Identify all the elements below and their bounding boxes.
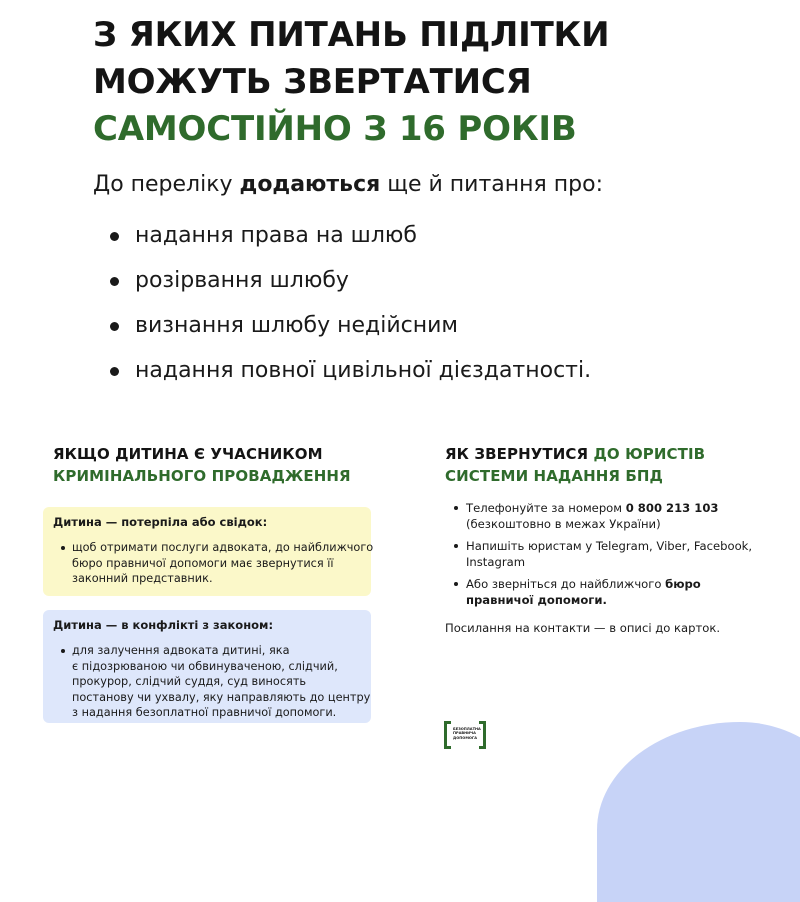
bureau-bold-2: правничої допомоги. <box>466 593 607 607</box>
bullet-dot-icon <box>61 546 65 550</box>
victim-line-2: бюро правничої допомоги має звернутися її <box>72 556 334 570</box>
list-item <box>53 540 374 587</box>
main-topics-list <box>110 219 591 399</box>
victim-card <box>43 507 374 596</box>
victim-line-3: законний представник. <box>72 572 213 585</box>
intro-after: ще й питання про: <box>380 172 603 197</box>
logo-line-3: ДОПОМОГА <box>453 735 478 740</box>
conflict-card <box>43 610 371 723</box>
conflict-line-3: прокурор, слідчий суддя, суд виносять <box>72 675 307 688</box>
list-item-text: надання повної цивільної дієздатності. <box>135 358 592 383</box>
bureau-prefix: Або зверніться до найближчого <box>466 577 666 591</box>
contact-heading <box>445 443 705 487</box>
phone-prefix: Телефонуйте за номером <box>466 501 626 515</box>
messengers-line-1: Напишіть юристам у Telegram, Viber, Facebook, <box>466 539 753 553</box>
conflict-line-1: для залучення адвоката дитині, яка <box>72 644 290 657</box>
logo-line-2: ПРАВНИЧА <box>453 731 476 736</box>
bullet-dot-icon <box>454 506 458 510</box>
list-item <box>110 309 591 354</box>
conflict-line-4: постанову чи ухвалу, яку направляють до центру <box>72 690 371 704</box>
bullet-dot-icon <box>110 277 119 286</box>
logo-text <box>453 727 481 740</box>
contacts-note: Посилання на контакти — в описі до карток. <box>445 621 721 635</box>
list-item-text: розірвання шлюбу <box>135 268 349 293</box>
list-item <box>110 264 591 309</box>
title-line-2: МОЖУТЬ ЗВЕРТАТИСЯ <box>93 62 532 102</box>
messengers-line-2: Instagram <box>466 555 525 569</box>
list-item-text: надання права на шлюб <box>135 223 417 248</box>
phone-note: (безкоштовно в межах України) <box>466 517 661 531</box>
contact-heading-dark: ЯК ЗВЕРНУТИСЯ <box>445 445 594 463</box>
page-title <box>93 12 609 153</box>
bullet-dot-icon <box>110 232 119 241</box>
list-item <box>450 500 752 532</box>
bullet-dot-icon <box>454 544 458 548</box>
conflict-line-5: з надання безоплатної правничої допомоги. <box>72 706 337 719</box>
victim-card-title: Дитина — потерпіла або свідок: <box>53 515 268 529</box>
bureau-bold-1: бюро <box>665 577 701 591</box>
list-item <box>53 643 371 721</box>
contact-heading-accent-2: СИСТЕМИ НАДАННЯ БПД <box>445 467 664 485</box>
bullet-dot-icon <box>454 582 458 586</box>
phone-number[interactable]: 0 800 213 103 <box>625 501 719 515</box>
criminal-heading-line-2: КРИМІНАЛЬНОГО ПРОВАДЖЕННЯ <box>53 467 351 485</box>
title-line-1: З ЯКИХ ПИТАНЬ ПІДЛІТКИ <box>93 15 610 55</box>
logo-line-1: БЕЗОПЛАТНА <box>453 727 481 731</box>
conflict-line-2: є підозрюваною чи обвинуваченою, слідчий, <box>72 659 338 673</box>
logo-bracket-icon <box>479 721 486 749</box>
contact-heading-accent-1: ДО ЮРИСТІВ <box>593 445 706 463</box>
intro-text <box>93 170 603 200</box>
bullet-dot-icon <box>110 367 119 376</box>
logo-bracket-icon <box>444 721 451 749</box>
victim-card-list <box>53 540 374 587</box>
contact-list <box>450 500 752 614</box>
list-item <box>110 354 591 399</box>
intro-bold: додаються <box>239 172 381 197</box>
list-item <box>110 219 591 264</box>
title-line-3: САМОСТІЙНО З 16 РОКІВ <box>93 109 577 149</box>
bullet-dot-icon <box>110 322 119 331</box>
list-item <box>450 576 752 608</box>
conflict-card-title: Дитина — в конфлікті з законом: <box>53 618 274 632</box>
criminal-heading <box>53 443 351 487</box>
bullet-dot-icon <box>61 649 65 653</box>
bureau-line-1 <box>466 576 752 592</box>
logo <box>444 721 486 751</box>
criminal-heading-line-1: ЯКЩО ДИТИНА Є УЧАСНИКОМ <box>53 445 323 463</box>
list-item-text: визнання шлюбу недійсним <box>135 313 459 338</box>
corner-decoration <box>597 722 800 902</box>
victim-line-1: щоб отримати послуги адвоката, до найближчого <box>72 541 374 554</box>
phone-line <box>466 500 752 516</box>
bureau-line-2 <box>466 592 752 608</box>
conflict-card-list <box>53 643 371 721</box>
intro-before: До переліку <box>93 172 240 197</box>
list-item <box>450 538 752 570</box>
